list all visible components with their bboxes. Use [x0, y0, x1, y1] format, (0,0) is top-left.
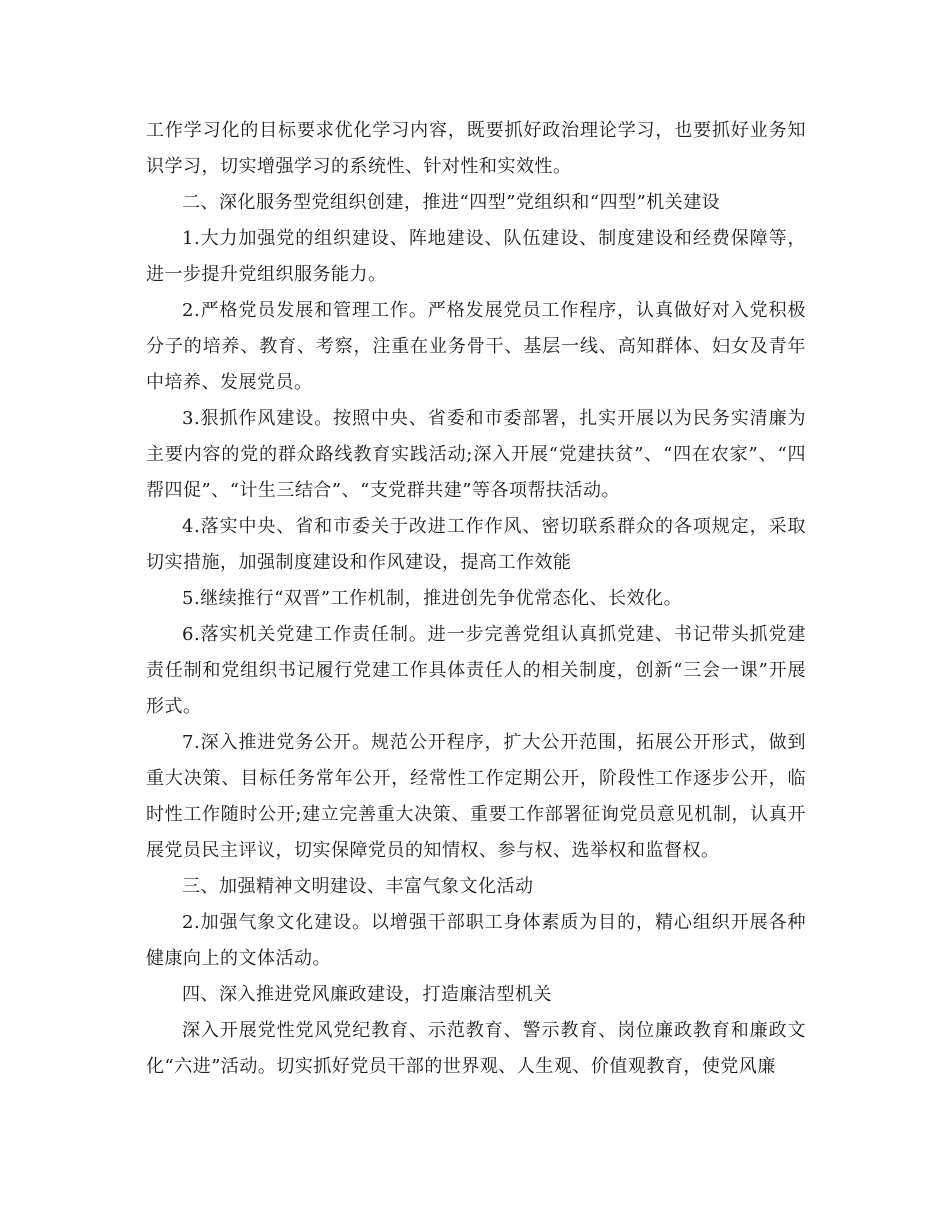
section-heading-2: 二、深化服务型党组织创建，推进“四型”党组织和“四型”机关建设 [182, 192, 721, 213]
section-heading-4: 四、深入推进党风廉政建设，打造廉洁型机关 [182, 984, 552, 1005]
list-item-culture: 2.加强气象文化建设。以增强干部职工身体素质为目的，精心组织开展各种健康向上的文体活动。 [146, 912, 806, 969]
list-item-4: 4.落实中央、省和市委关于改进工作作风、密切联系群众的各项规定，采取切实措施，加强制度建设和作风建设，提高工作效能 [146, 516, 806, 573]
list-item-3: 3.狠抓作风建设。按照中央、省委和市委部署，扎实开展以为民务实清廉为主要内容的党的群众路线教育实践活动;深入开展“党建扶贫”、“四在农家”、“四帮四促”、“计生三结合”、“支党群共建”等各项帮扶活动。 [146, 408, 806, 501]
list-item-2: 2.严格党员发展和管理工作。严格发展党员工作程序，认真做好对入党积极分子的培养、教育、考察，注重在业务骨干、基层一线、高知群体、妇女及青年中培养、发展党员。 [146, 300, 806, 393]
paragraph-integrity-education: 深入开展党性党风党纪教育、示范教育、警示教育、岗位廉政教育和廉政文化“六进”活动。切实抓好党员干部的世界观、人生观、价值观教育，使党风廉 [146, 1020, 806, 1077]
list-item-6: 6.落实机关党建工作责任制。进一步完善党组认真抓党建、书记带头抓党建责任制和党组织书记履行党建工作具体责任人的相关制度，创新“三会一课”开展形式。 [146, 624, 806, 717]
list-item-1: 1.大力加强党的组织建设、阵地建设、队伍建设、制度建设和经费保障等，进一步提升党组织服务能力。 [146, 228, 806, 285]
list-item-7: 7.深入推进党务公开。规范公开程序，扩大公开范围，拓展公开形式，做到重大决策、目标任务常年公开，经常性工作定期公开，阶段性工作逐步公开，临时性工作随时公开;建立完善重大决策、重要工作部署征询党员意见机制，认真开展党员民主评议，切实保障党员的知情权、参与权、选举权和监督权。 [146, 732, 806, 861]
document-page [146, 113, 806, 1085]
list-item-5: 5.继续推行“双晋”工作机制，推进创先争优常态化、长效化。 [182, 588, 683, 609]
paragraph-study-content: 工作学习化的目标要求优化学习内容，既要抓好政治理论学习，也要抓好业务知识学习，切实增强学习的系统性、针对性和实效性。 [146, 120, 806, 177]
section-heading-3: 三、加强精神文明建设、丰富气象文化活动 [182, 876, 534, 897]
